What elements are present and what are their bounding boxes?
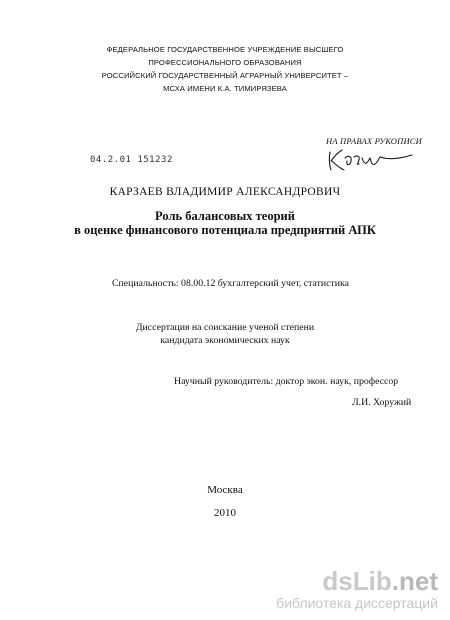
supervisor-label: Научный руководитель: доктор экон. наук, профессор: [174, 376, 399, 387]
watermark-logo-tld: .net: [391, 566, 438, 596]
handwritten-signature: [326, 144, 414, 174]
year: 2010: [214, 507, 236, 519]
watermark-logo-main: dsLib: [322, 566, 392, 596]
institution-line: РОССИЙСКИЙ ГОСУДАРСТВЕННЫЙ АГРАРНЫЙ УНИВЕРСИТЕТ –: [101, 71, 349, 80]
title-line: Роль балансовых теорий: [155, 209, 295, 223]
institution-line: ФЕДЕРАЛЬНОЕ ГОСУДАРСТВЕННОЕ УЧРЕЖДЕНИЕ ВЫСШЕГО: [106, 45, 344, 54]
author-name: КАРЗАЕВ ВЛАДИМИР АЛЕКСАНДРОВИЧ: [109, 186, 341, 198]
manuscript-note: НА ПРАВАХ РУКОПИСИ: [326, 136, 422, 146]
degree-line: Диссертация на соискание ученой степени: [135, 322, 315, 333]
institution-header: [0, 43, 450, 95]
supervisor-name: Л.И. Хоружий: [352, 397, 412, 408]
dslib-watermark: [276, 568, 438, 611]
watermark-logo: [276, 568, 438, 594]
city: Москва: [207, 484, 243, 496]
accession-stamp: 04.2.01 151232: [90, 155, 173, 165]
title-line: в оценке финансового потенциала предприятий АПК: [74, 223, 376, 237]
degree-statement: [0, 321, 450, 347]
specialty: Специальность: 08.00.12 бухгалтерский учет, статистика: [112, 278, 349, 289]
institution-line: ПРОФЕССИОНАЛЬНОГО ОБРАЗОВАНИЯ: [148, 58, 302, 67]
watermark-subtitle: библиотека диссертаций: [276, 595, 438, 611]
dissertation-title: [0, 209, 450, 237]
degree-line: кандидата экономических наук: [160, 335, 290, 346]
institution-line: МСХА ИМЕНИ К.А. ТИМИРЯЗЕВА: [163, 84, 287, 93]
